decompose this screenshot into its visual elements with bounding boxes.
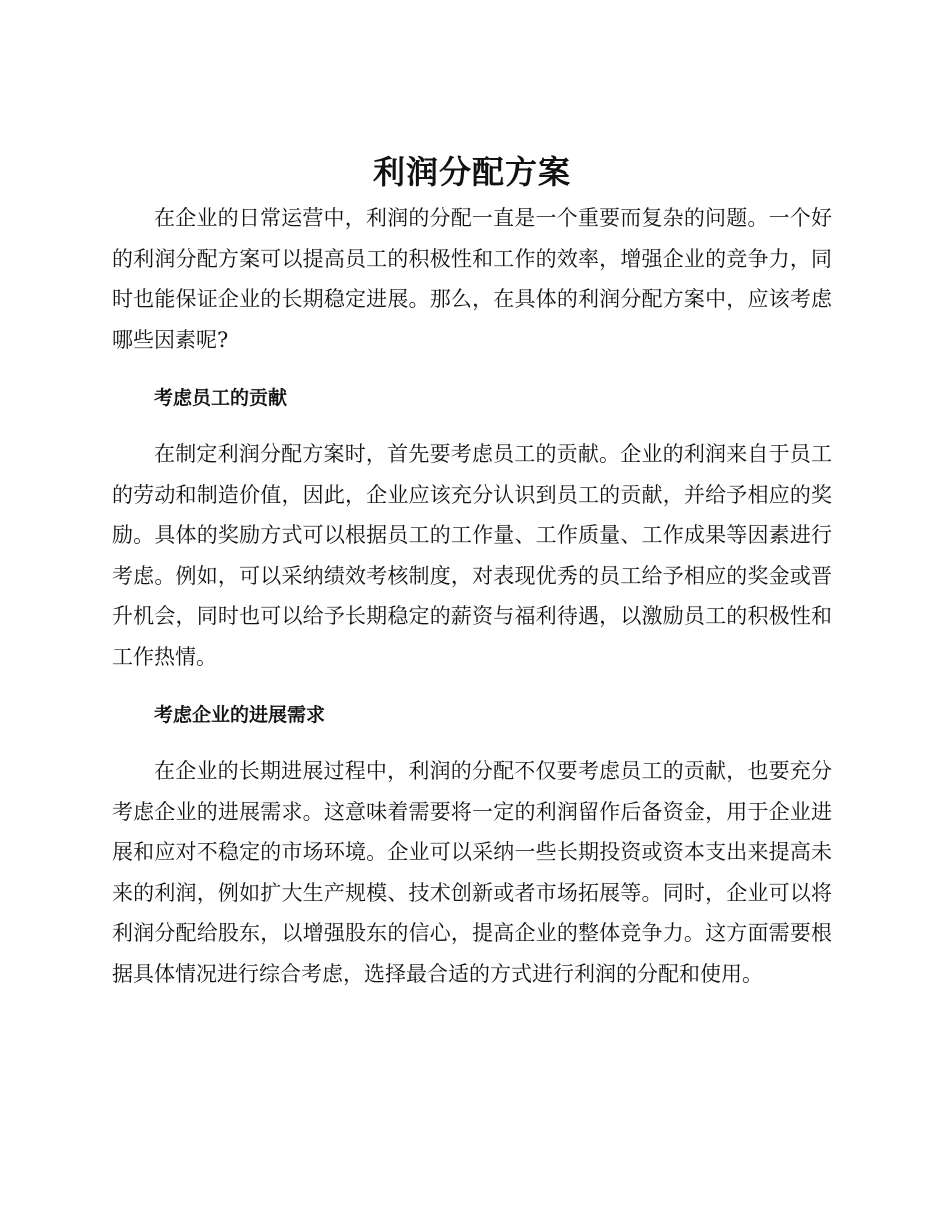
- section-employee-contribution: [112, 378, 832, 677]
- section-heading: 考虑企业的进展需求: [154, 704, 326, 726]
- section-paragraph: 在企业的长期进展过程中，利润的分配不仅要考虑员工的贡献，也要充分考虑企业的进展需求。这意味着需要将一定的利润留作后备资金，用于企业进展和应对不稳定的市场环境。企业可以采纳一些长期投资或资本支出来提高未来的利润，例如扩大生产规模、技术创新或者市场拓展等。同时，企业可以将利润分配给股东，以增强股东的信心，提高企业的整体竞争力。这方面需要根据具体情况进行综合考虑，选择最合适的方式进行利润的分配和使用。: [112, 759, 832, 986]
- section-paragraph: 在制定利润分配方案时，首先要考虑员工的贡献。企业的利润来自于员工的劳动和制造价值，因此，企业应该充分认识到员工的贡献，并给予相应的奖励。具体的奖励方式可以根据员工的工作量、工作质量、工作成果等因素进行考虑。例如，可以采纳绩效考核制度，对表现优秀的员工给予相应的奖金或晋升机会，同时也可以给予长期稳定的薪资与福利待遇，以激励员工的积极性和工作热情。: [112, 442, 832, 669]
- document-title: 利润分配方案: [372, 153, 571, 191]
- section-enterprise-development: [112, 695, 832, 994]
- intro-paragraph: 在企业的日常运营中，利润的分配一直是一个重要而复杂的问题。一个好的利润分配方案可以提高员工的积极性和工作的效率，增强企业的竞争力，同时也能保证企业的长期稳定进展。那么，在具体的利润分配方案中，应该考虑哪些因素呢?: [112, 206, 832, 352]
- section-heading: 考虑员工的贡献: [154, 387, 288, 409]
- document-page: [112, 150, 832, 994]
